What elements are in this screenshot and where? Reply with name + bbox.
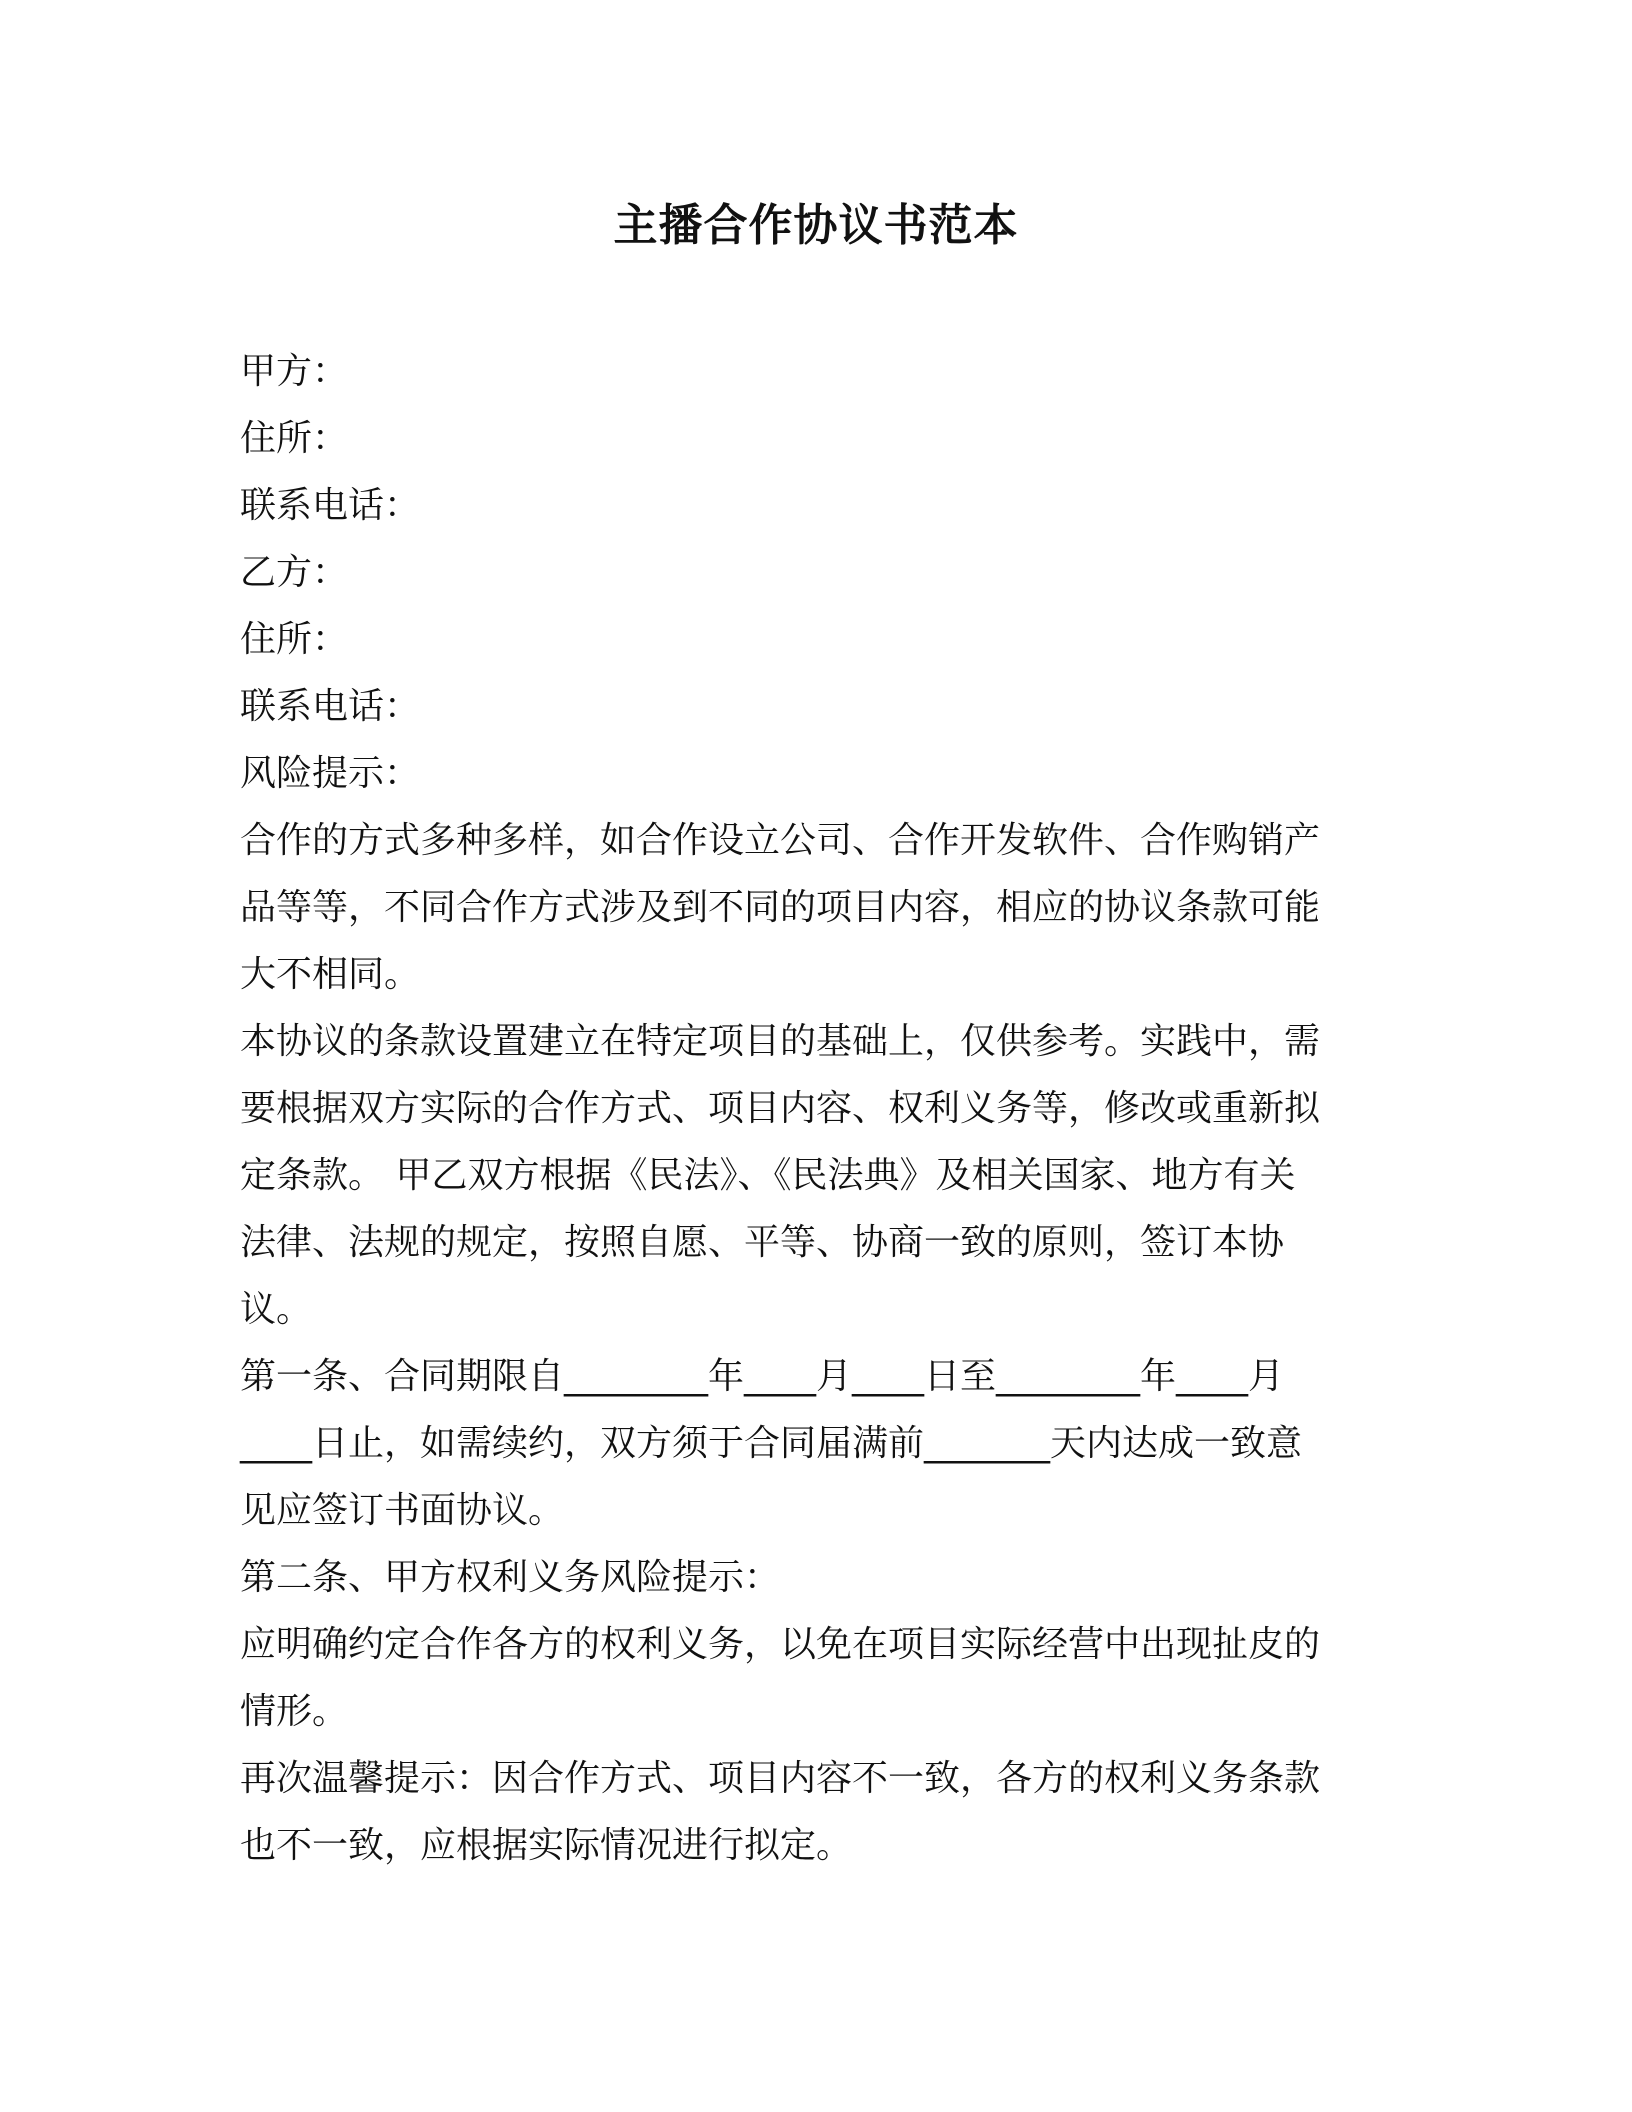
party-a-phone-label: 联系电话： <box>240 485 421 526</box>
party-b-address-label: 住所： <box>240 619 349 660</box>
reminder-line: 再次温馨提示：因合作方式、项目内容不一致，各方的权利义务条款 <box>240 1758 1321 1799</box>
paragraph-line: 本协议的条款设置建立在特定项目的基础上，仅供参考。实践中，需 <box>240 1021 1321 1062</box>
article-one-line: 见应签订书面协议。 <box>240 1490 565 1531</box>
paragraph-line: 定条款。 甲乙双方根据《民法》、《民法典》及相关国家、地方有关 <box>240 1155 1296 1196</box>
article-two-heading: 第二条、甲方权利义务风险提示： <box>240 1557 781 1598</box>
article-one-line: ____日止，如需续约，双方须于合同届满前_______天内达成一致意 <box>240 1423 1303 1464</box>
paragraph-line: 大不相同。 <box>240 954 421 995</box>
party-a-address-label: 住所： <box>240 418 349 459</box>
paragraph-line: 法律、法规的规定，按照自愿、平等、协商一致的原则，签订本协 <box>240 1222 1285 1263</box>
reminder-line: 也不一致，应根据实际情况进行拟定。 <box>240 1825 853 1866</box>
party-b-label: 乙方： <box>240 552 349 593</box>
paragraph-line: 合作的方式多种多样，如合作设立公司、合作开发软件、合作购销产 <box>240 820 1321 861</box>
party-b-phone-label: 联系电话： <box>240 686 421 727</box>
risk-notice-heading: 风险提示： <box>240 753 421 794</box>
paragraph-line: 要根据双方实际的合作方式、项目内容、权利义务等，修改或重新拟 <box>240 1088 1321 1129</box>
paragraph-line: 应明确约定合作各方的权利义务，以免在项目实际经营中出现扯皮的 <box>240 1624 1321 1665</box>
paragraph-line: 议。 <box>240 1289 313 1330</box>
article-one-line: 第一条、合同期限自________年____月____日至________年____月 <box>240 1356 1285 1397</box>
document-title: 主播合作协议书范本 <box>613 200 1019 251</box>
paragraph-line: 情形。 <box>240 1691 349 1732</box>
paragraph-line: 品等等，不同合作方式涉及到不同的项目内容，相应的协议条款可能 <box>240 887 1321 928</box>
party-a-label: 甲方： <box>240 351 349 392</box>
document-body <box>240 338 1390 1879</box>
